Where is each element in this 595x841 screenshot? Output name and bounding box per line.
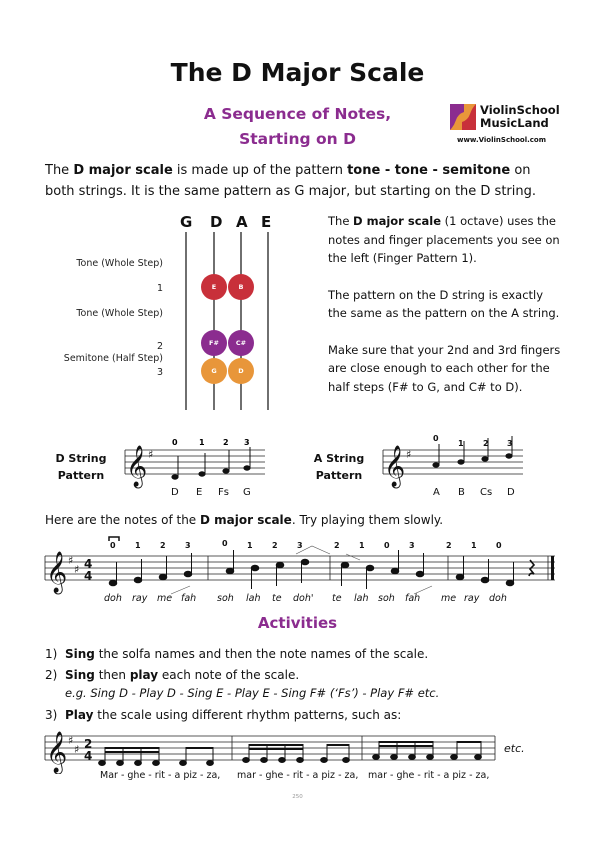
logo-line-1: ViolinSchool (480, 103, 560, 117)
subtitle-line-2: Starting on D (239, 130, 356, 148)
d-string-pattern-staff (120, 436, 270, 492)
page-title: The D Major Scale (170, 58, 425, 87)
a-note-1: A (433, 487, 440, 498)
activity-1: 1) Sing the solfa names and then the note names of the scale. (45, 647, 429, 661)
string-label-d: D (210, 213, 223, 231)
explanation-p3: Make sure that your 2nd and 3rd fingers are close enough to each other for the half steps (F# to G, and C# to D). (328, 342, 561, 394)
svg-text:♯: ♯ (68, 554, 74, 567)
string-label-g: G (180, 213, 193, 231)
rhythm-pattern-staff (40, 724, 500, 774)
a-finger-0: 0 (433, 434, 439, 443)
intro-paragraph: The D major scale is made up of the pattern tone - tone - semitone on both strings. It is the same pattern as G major, but starting on the D string. (45, 163, 537, 199)
fingerboard-strings (170, 232, 280, 412)
dot-d-string-2: F# (201, 330, 227, 356)
fingerboard-explanation (328, 212, 563, 414)
activities-heading: Activities (257, 614, 338, 632)
page-subtitle (150, 102, 445, 152)
label-tone-1: Tone (Whole Step) (76, 258, 163, 269)
label-finger-1: 1 (156, 283, 163, 294)
activity-3: 3) Play the scale using different rhythm patterns, such as: (45, 708, 402, 722)
dot-a-string-1: B (228, 274, 254, 300)
label-finger-2: 2 (156, 341, 163, 352)
activity-2: 2) Sing then play each note of the scale. (45, 668, 300, 682)
a-finger-1: 1 (458, 439, 464, 448)
solfa-names: doh ray me fah soh lah te doh' te lah soh fah me ray doh (104, 593, 507, 604)
dot-a-string-2: C# (228, 330, 254, 356)
d-finger-2: 2 (223, 438, 229, 447)
label-semitone: Semitone (Half Step) (63, 353, 163, 364)
scale-fingerings: 0 1 2 3 0 1 2 3 2 1 0 3 2 1 0 (110, 539, 502, 550)
string-label-a: A (236, 213, 248, 231)
a-finger-2: 2 (483, 439, 489, 448)
time-sig-top: 4 (84, 557, 93, 571)
d-finger-3: 3 (244, 438, 250, 447)
dot-a-string-3: D (228, 358, 254, 384)
svg-text:♯: ♯ (74, 743, 80, 756)
rhythm-lyric-1: Mar - ghe - rit - a piz - za, (100, 770, 221, 781)
a-string-pattern-label: A String Pattern (313, 452, 365, 482)
a-finger-3: 3 (507, 439, 513, 448)
logo-text (480, 104, 560, 130)
activity-2-example: e.g. Sing D - Play D - Sing E - Play E - Sing F# (‘Fs’) - Play F# etc. (65, 686, 440, 700)
d-finger-1: 1 (199, 438, 205, 447)
explanation-p1: The D major scale (1 octave) uses the notes and finger placements you see on the left (Finger Pattern 1). (328, 214, 560, 265)
violinschool-logo-icon (450, 104, 476, 130)
label-finger-3: 3 (156, 367, 163, 378)
svg-text:♯: ♯ (148, 448, 154, 461)
svg-text:𝄞: 𝄞 (46, 732, 68, 773)
page-number: 250 (292, 794, 303, 800)
dot-d-string-3: G (201, 358, 227, 384)
dot-d-string-1: E (201, 274, 227, 300)
svg-text:♯: ♯ (406, 448, 412, 461)
d-note-2: E (196, 487, 203, 498)
rhythm-time-bottom: 4 (84, 749, 93, 763)
svg-text:♯: ♯ (68, 734, 74, 747)
time-sig-bottom: 4 (84, 569, 93, 583)
logo-line-2: MusicLand (480, 116, 549, 130)
d-note-3: Fs (218, 487, 229, 498)
rhythm-lyric-2: mar - ghe - rit - a piz - za, (237, 770, 359, 781)
d-finger-0: 0 (172, 438, 178, 447)
svg-text:𝄞: 𝄞 (46, 552, 68, 593)
logo-url: www.ViolinSchool.com (457, 136, 547, 144)
d-note-4: G (243, 487, 251, 498)
rhythm-etc: etc. (504, 742, 525, 755)
a-note-2: B (458, 487, 465, 498)
scale-intro-text: Here are the notes of the D major scale. Try playing them slowly. (45, 513, 444, 527)
rhythm-time-top: 2 (84, 737, 93, 751)
string-label-e: E (261, 213, 272, 231)
rhythm-lyric-3: mar - ghe - rit - a piz - za, (368, 770, 490, 781)
d-string-pattern-label: D String Pattern (55, 452, 107, 482)
explanation-p2: The pattern on the D string is exactly the same as the pattern on the A string. (328, 287, 560, 320)
subtitle-line-1: A Sequence of Notes, (203, 105, 392, 123)
a-note-3: Cs (480, 487, 493, 498)
a-note-4: D (507, 487, 515, 498)
label-tone-2: Tone (Whole Step) (76, 308, 163, 319)
svg-text:𝄞: 𝄞 (384, 446, 406, 487)
a-string-pattern-staff (378, 436, 528, 492)
svg-text:𝄞: 𝄞 (126, 446, 148, 487)
d-note-1: D (171, 487, 179, 498)
svg-text:♯: ♯ (74, 563, 80, 576)
